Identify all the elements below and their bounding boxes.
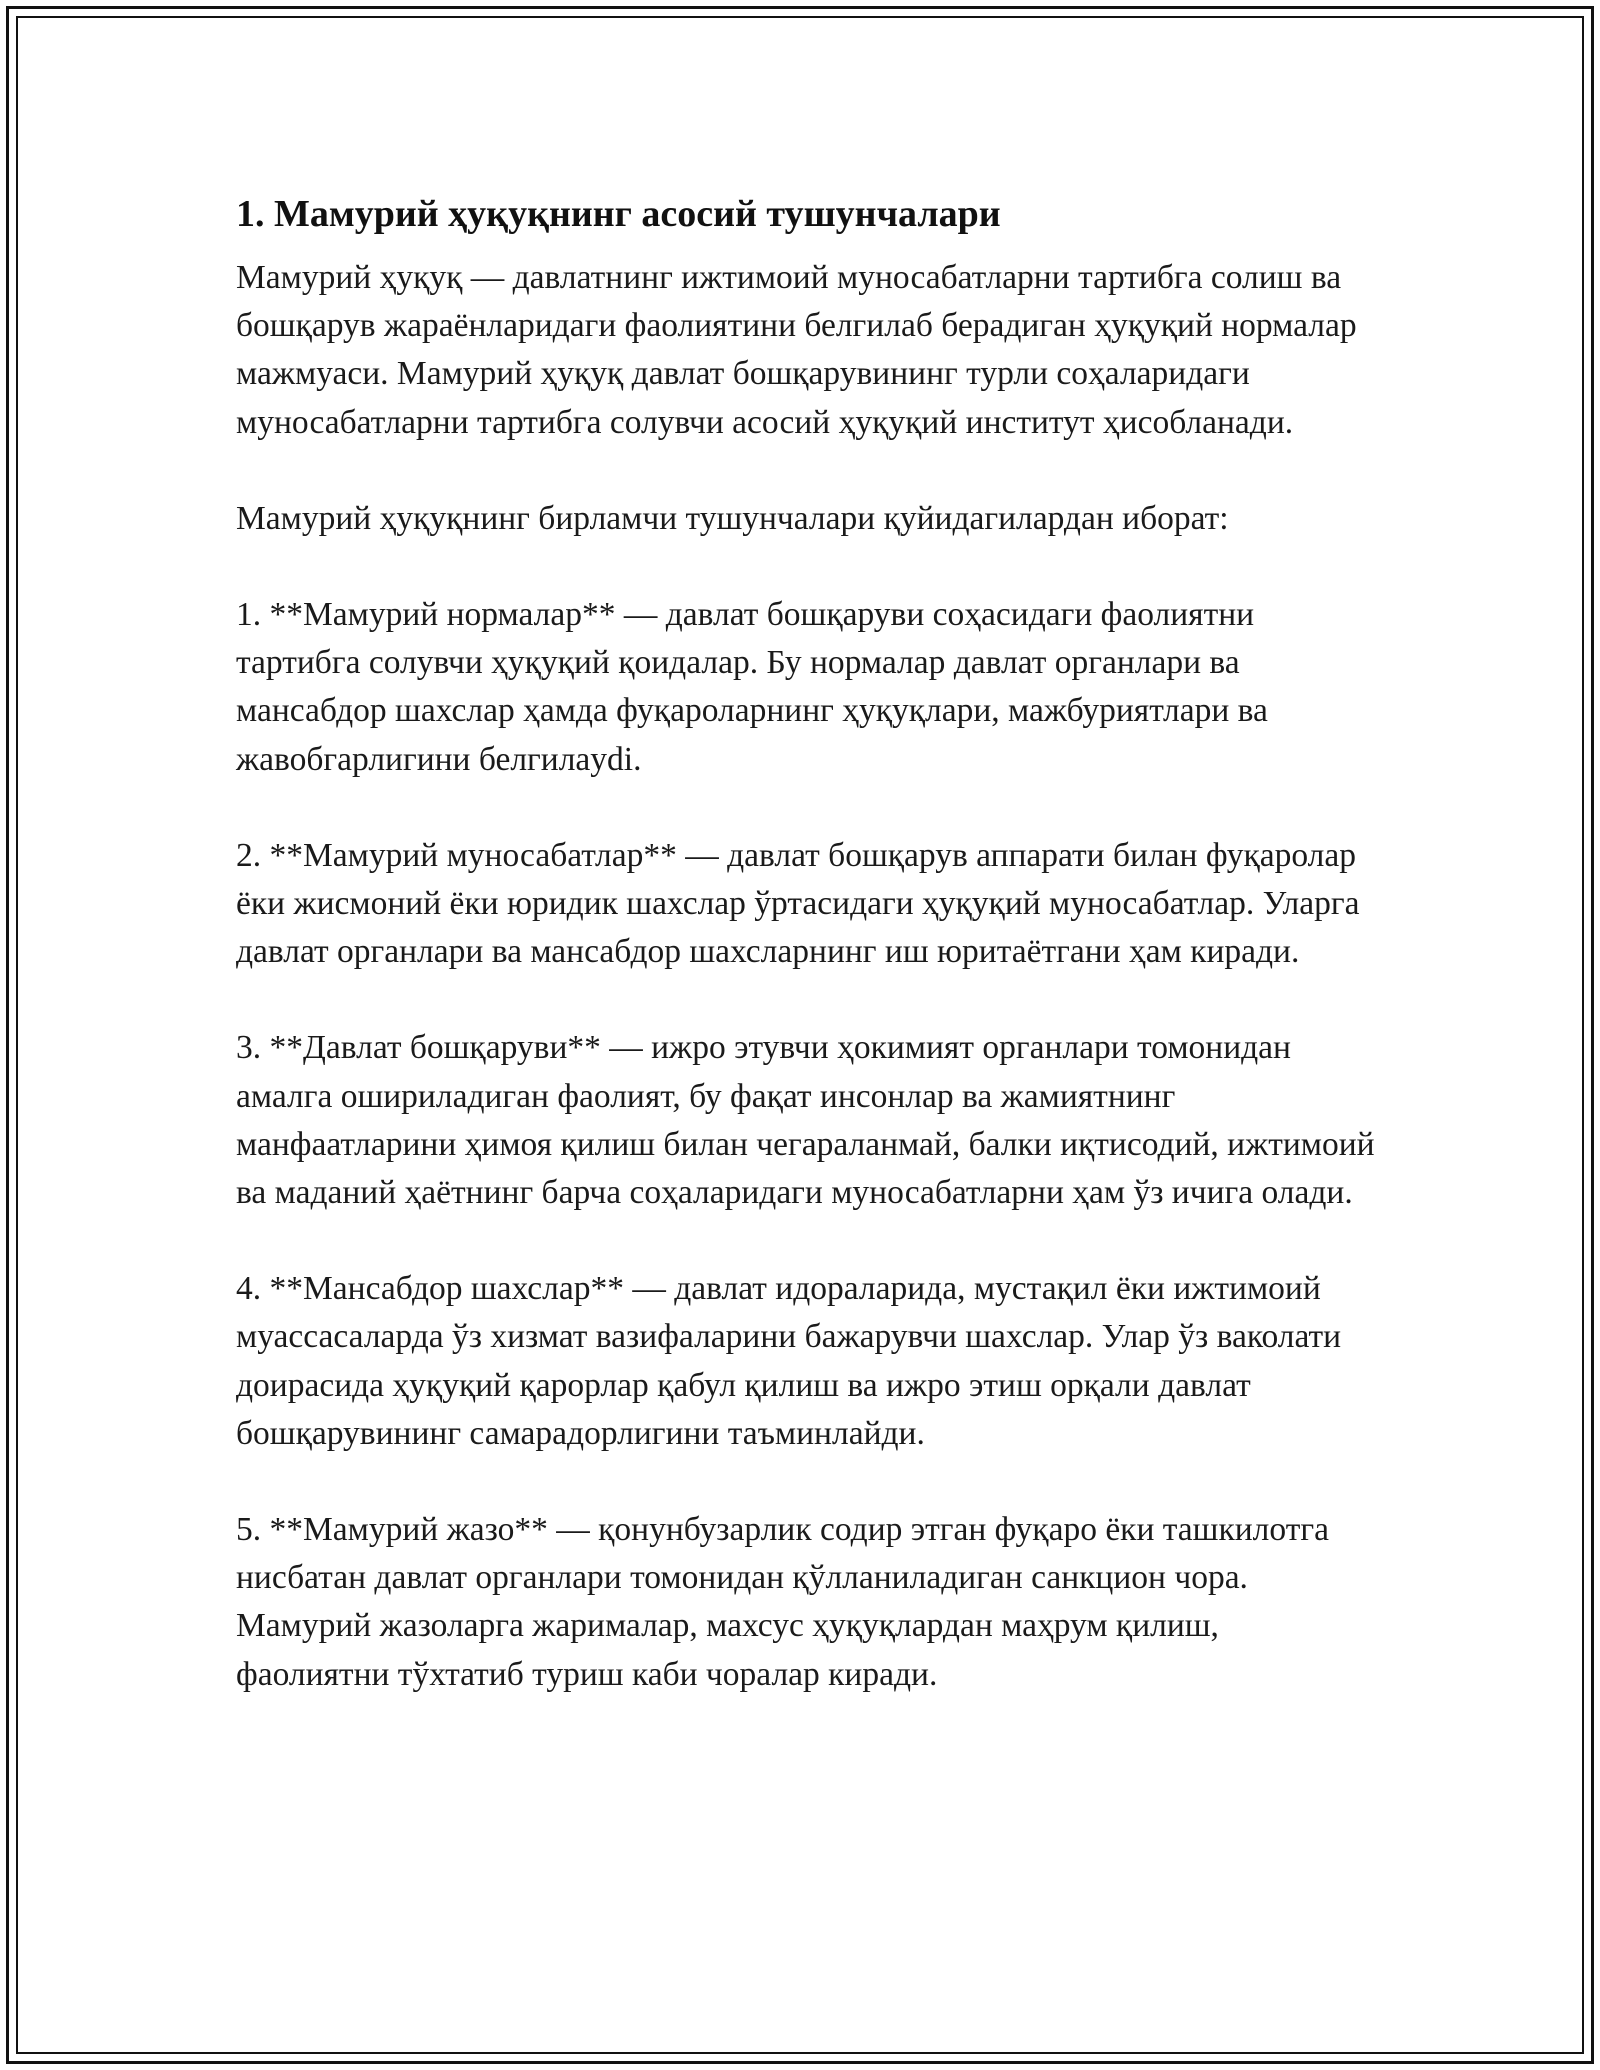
section-heading: 1. Мамурий ҳуқуқнинг асосий тушунчалари xyxy=(236,193,1001,235)
list-item-administrative-penalty: 5. **Мамурий жазо** — қонунбузарлик содир этган фуқаро ёки ташкилотга нисбатан давлат органлари томонидан қўлланиладиган санкцион чора. Мамурий жазоларга жарималар, махсус ҳуқуқлардан маҳрум қилиш, фаолиятни тўхтатиб туриш каби чоралар киради. xyxy=(236,1511,1329,1693)
document-body xyxy=(236,188,1376,1747)
paragraph-lead-in: Мамурий ҳуқуқнинг бирламчи тушунчалари қуйидагилардан иборат: xyxy=(236,499,1229,537)
list-item-administrative-relations: 2. **Мамурий муносабатлар** — давлат бошқарув аппарати билан фуқаролар ёки жисмоний ёки юридик шахслар ўртасидаги ҳуқуқий муносабатлар. Уларга давлат органлари ва мансабдор шахсларнинг иш юритаётгани ҳам киради. xyxy=(236,836,1360,971)
list-item-administrative-norms: 1. **Мамурий нормалар** — давлат бошқаруви соҳасидаги фаолиятни тартибга солувчи ҳуқуқий қоидалар. Бу нормалар давлат органлари ва мансабдор шахслар ҳамда фуқароларнинг ҳуқуқлари, мажбуриятлари ва жавобгарлигини белгилаydi. xyxy=(236,596,1268,778)
list-item-officials: 4. **Мансабдор шахслар** — давлат идораларида, мустақил ёки ижтимоий муассасаларда ўз хизмат вазифаларини бажарувчи шахслар. Улар ўз ваколати доирасида ҳуқуқий қарорлар қабул қилиш ва ижро этиш орқали давлат бошқарувининг самарадорлигини таъминлайди. xyxy=(236,1270,1342,1452)
paragraph-intro: Мамурий ҳуқуқ — давлатнинг ижтимоий муносабатларни тартибга солиш ва бошқарув жараёнларидаги фаолиятини белгилаб берадиган ҳуқуқий нормалар мажмуаси. Мамурий ҳуқуқ давлат бошқарувининг турли соҳаларидаги муносабатларни тартибга солувчи асосий ҳуқуқий институт ҳисобланади. xyxy=(236,259,1357,441)
list-item-public-administration: 3. **Давлат бошқаруви** — ижро этувчи ҳокимият органлари томонидан амалга ошириладиган фаолият, бу фақат инсонлар ва жамиятнинг манфаатларини ҳимоя қилиш билан чегараланмай, балки иқтисодий, ижтимоий ва маданий ҳаётнинг барча соҳаларидаги муносабатларни ҳам ўз ичига олади. xyxy=(236,1029,1375,1212)
